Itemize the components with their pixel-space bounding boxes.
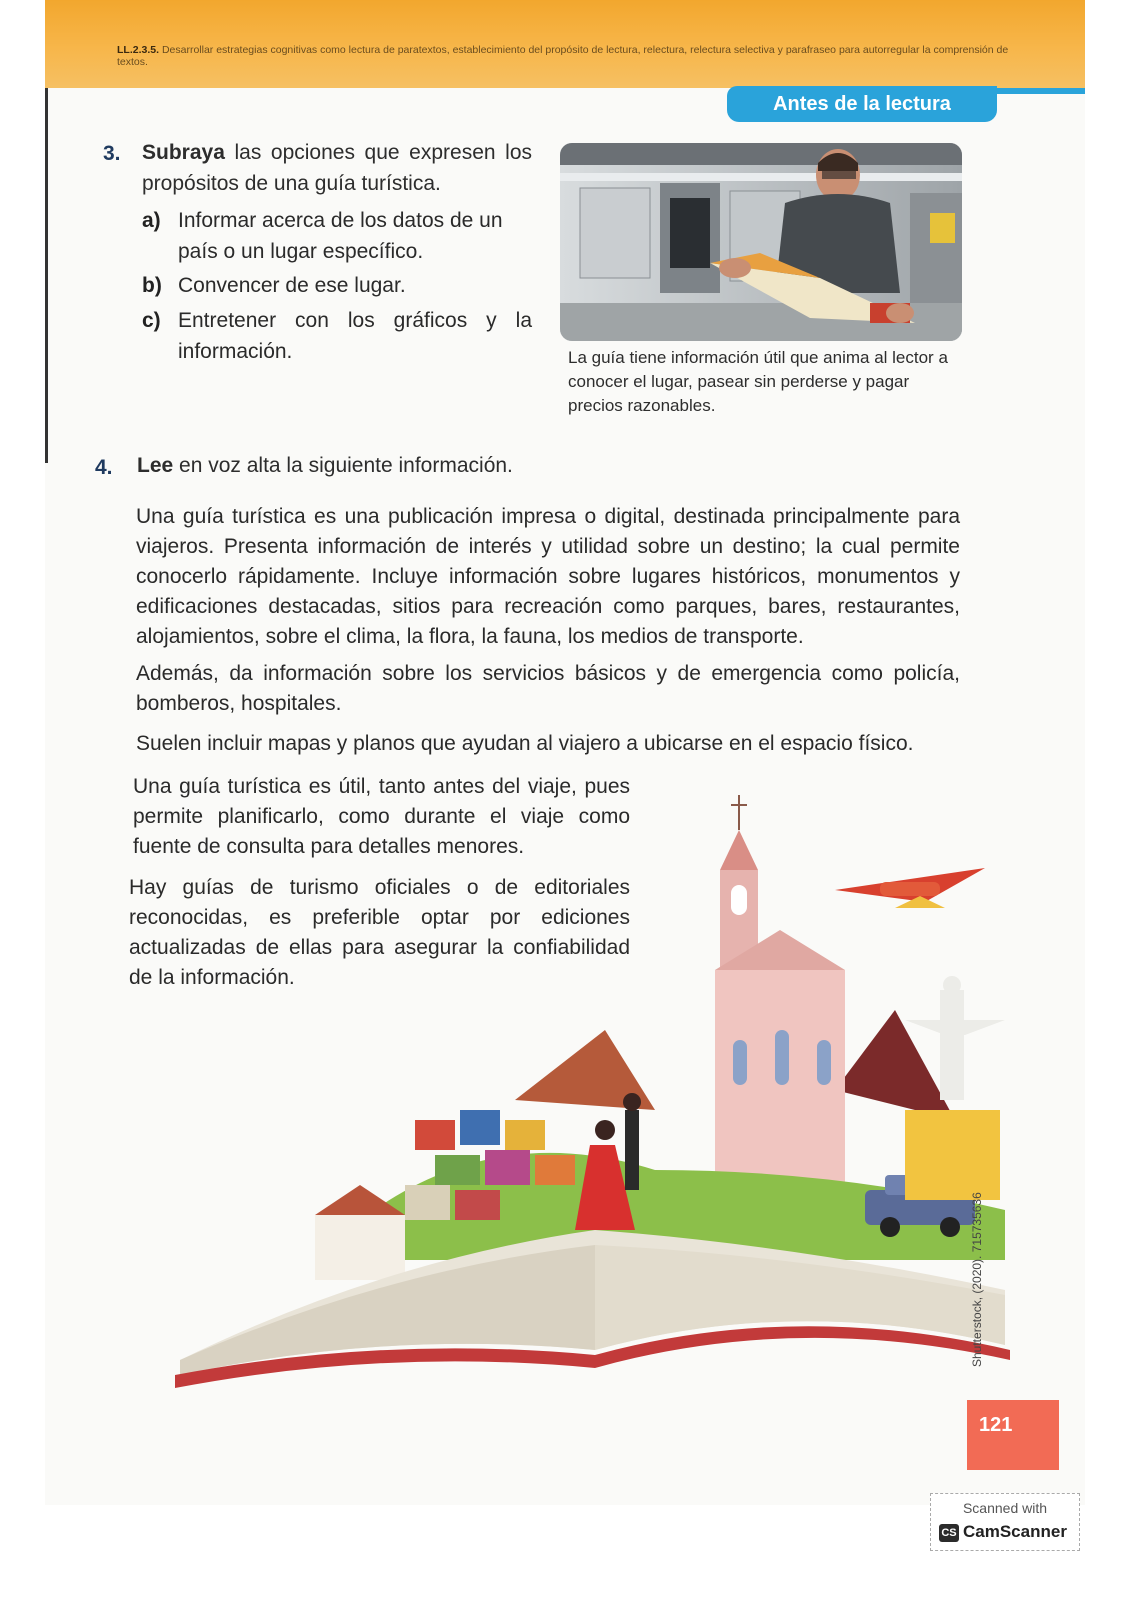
question-4-text [137, 450, 837, 481]
info-paragraph-2: Además, da información sobre los servicios básicos y de emergencia como policía, bomberos, hospitales. [136, 662, 960, 715]
option-a[interactable] [142, 205, 532, 267]
standard-code: LL.2.3.5. [117, 44, 160, 56]
option-b-letter: b) [142, 274, 162, 297]
option-a-text: Informar acerca de los datos de un país o un lugar específico. [178, 209, 503, 263]
page-edge [45, 88, 48, 463]
section-tab-label: Antes de la lectura [773, 92, 951, 115]
question-4-verb: Lee [137, 454, 174, 477]
info-paragraph-3: Suelen incluir mapas y planos que ayudan al viajero a ubicarse en el espacio físico. [136, 732, 914, 755]
book-page [45, 0, 1085, 1505]
standard-text: Desarrollar estrategias cognitivas como lectura de paratextos, establecimiento del propósito de lectura, relectura, relectura selectiva y parafraseo para autorregular la comprensión de textos. [117, 44, 1009, 68]
open-book-illustration [135, 790, 1015, 1390]
option-b-text: Convencer de ese lugar. [178, 274, 406, 297]
image-credit [970, 1192, 990, 1375]
scanner-line2: CamScanner [963, 1522, 1067, 1541]
question-3-verb: Subraya [142, 141, 225, 164]
info-paragraph-5: Hay guías de turismo oficiales o de editoriales reconocidas, es preferible optar por ediciones actualizadas de ellas para asegurar la confiabilidad de la información. [129, 876, 630, 989]
camscanner-watermark [930, 1493, 1080, 1551]
question-3-number: 3. [103, 142, 121, 165]
option-c-text: Entretener con los gráficos y la información. [178, 309, 532, 363]
tab-line [993, 88, 1085, 94]
question-3-text [142, 137, 532, 199]
skill-standard [117, 44, 1017, 68]
golden-building [905, 1110, 1000, 1200]
info-paragraph-1: Una guía turística es una publicación impresa o digital, destinada principalmente para viajeros. Presenta información de interés y utilidad sobre un destino; la cual permite conocerlo rápidamente. Incluye información sobre lugares históricos, monumentos y edificaciones destacadas, sitios para recreación como parques, bares, restaurantes, alojamientos, sobre el clima, la flora, la fauna, los medios de transporte. [136, 505, 960, 648]
option-c-letter: c) [142, 309, 161, 332]
traveler-photo-image [560, 143, 962, 341]
photo-caption: La guía tiene información útil que anima al lector a conocer el lugar, pasear sin perderse y pagar precios razonables. [568, 348, 948, 415]
question-3-prompt: las opciones que expresen los propósitos de una guía turística. [142, 141, 532, 195]
question-4-prompt: en voz alta la siguiente información. [179, 454, 513, 477]
airplane [835, 868, 985, 908]
camscanner-logo-icon: CS [939, 1524, 959, 1542]
traveler-photo [560, 143, 962, 341]
option-b[interactable] [142, 270, 532, 301]
church [715, 795, 845, 1230]
page-number: 121 [979, 1414, 1013, 1436]
option-c[interactable] [142, 305, 532, 367]
option-a-letter: a) [142, 209, 161, 232]
scanner-line1: Scanned with [962, 1500, 1048, 1516]
page-number-tab [967, 1400, 1059, 1470]
question-4-number: 4. [95, 456, 113, 479]
info-paragraph-4: Una guía turística es útil, tanto antes del viaje, pues permite planificarlo, como durante el viaje como fuente de consulta para detalles menores. [133, 775, 630, 858]
section-tab [727, 86, 997, 122]
image-credit-text: Shutterstock, (2020). 715735636 [970, 1192, 984, 1367]
